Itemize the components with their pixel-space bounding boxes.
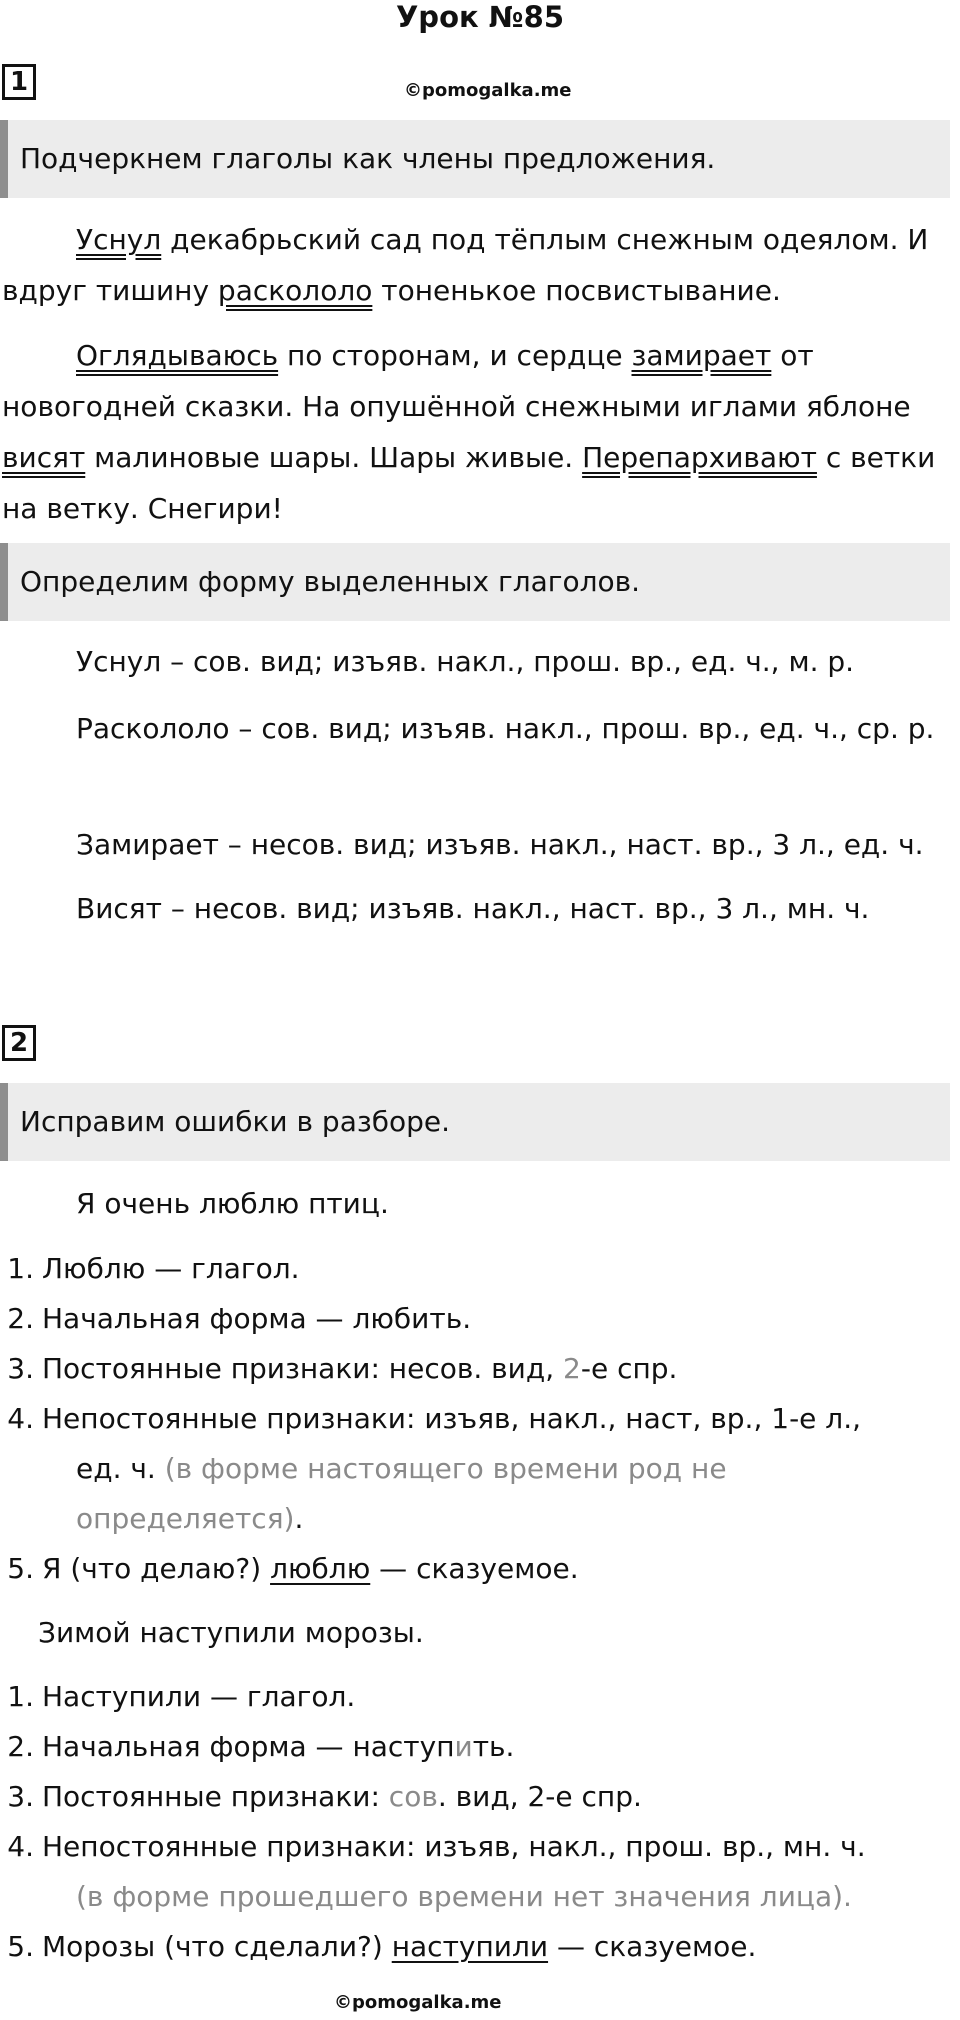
list-item [0, 1244, 950, 1294]
verb-form-line: Раскололо – сов. вид; изъяв. накл., прош. вр., ед. ч., ср. р. [76, 712, 935, 745]
list-number: 2. [7, 1302, 34, 1335]
list-text: Я (что делаю?) [42, 1552, 271, 1585]
verb-visyat: висят [2, 441, 86, 474]
verb-form-line: Замирает – несов. вид; изъяв. накл., наст. вр., 3 л., ед. ч. [76, 828, 924, 861]
analysis-sentence-2: Зимой наступили морозы. [38, 1616, 424, 1649]
list-item-continued [0, 1494, 950, 1544]
list-text: ед. ч. [76, 1452, 165, 1485]
analysis-list-2 [0, 1672, 950, 1972]
predicate-word: наступили [391, 1930, 549, 1963]
list-item [0, 1294, 950, 1344]
watermark-top: ©pomogalka.me [404, 80, 572, 101]
correction-text: сов [388, 1780, 438, 1813]
list-number: 5. [7, 1930, 34, 1963]
list-text: . вид, 2-е спр. [437, 1780, 642, 1813]
list-number: 2. [7, 1730, 34, 1763]
list-text: Постоянные признаки: [42, 1780, 389, 1813]
correction-text: и [454, 1730, 473, 1763]
task-number-1: 1 [2, 64, 36, 100]
list-text: Морозы (что сделали?) [42, 1930, 392, 1963]
paragraph-text: декабрьский сад под тёплым снежным одеялом. И вдруг тишину [2, 223, 929, 307]
list-item [0, 1722, 950, 1772]
list-text: Постоянные признаки: несов. вид, [42, 1352, 564, 1385]
paragraph-text: малиновые шары. Шары живые. [85, 441, 583, 474]
task1-paragraph-2 [2, 330, 952, 534]
list-text: Непостоянные признаки: изъяв, накл., прош. вр., мн. ч. [42, 1830, 866, 1863]
verb-zamiraet: замирает [631, 339, 772, 372]
list-text: -е спр. [580, 1352, 678, 1385]
task2-heading: Исправим ошибки в разборе. [0, 1083, 950, 1161]
list-text: . [294, 1502, 304, 1535]
task1-heading: Подчеркнем глаголы как члены предложения. [0, 120, 950, 198]
list-item-continued [0, 1872, 950, 1922]
list-item [0, 1544, 950, 1594]
task1-heading-2: Определим форму выделенных глаголов. [0, 543, 950, 621]
list-text: — сказуемое. [370, 1552, 579, 1585]
task-number-2: 2 [2, 1025, 36, 1061]
analysis-sentence-1: Я очень люблю птиц. [76, 1187, 389, 1220]
correction-text: (в форме прошедшего времени нет значения лица). [76, 1880, 852, 1913]
verb-ogladyvayus: Оглядываюсь [76, 339, 279, 372]
paragraph-text: по сторонам, и сердце [278, 339, 632, 372]
list-number: 4. [7, 1830, 34, 1863]
verb-raskololo: раскололо [217, 274, 373, 307]
list-number: 1. [7, 1252, 34, 1285]
list-item [0, 1922, 950, 1972]
list-text: — сказуемое. [548, 1930, 757, 1963]
analysis-list-1 [0, 1244, 950, 1594]
task1-paragraph-1 [2, 214, 952, 316]
list-item [0, 1822, 950, 1872]
list-item [0, 1394, 950, 1444]
page-title: Урок №85 [395, 0, 565, 34]
list-text: Люблю — глагол. [42, 1252, 300, 1285]
list-number: 3. [7, 1780, 34, 1813]
list-text: ть. [472, 1730, 515, 1763]
list-number: 1. [7, 1680, 34, 1713]
verb-usnul: Уснул [76, 223, 162, 256]
verb-form-line: Уснул – сов. вид; изъяв. накл., прош. вр., ед. ч., м. р. [76, 645, 855, 678]
predicate-word: люблю [270, 1552, 371, 1585]
list-number: 3. [7, 1352, 34, 1385]
verb-pereparkhivayut: Перепархивают [582, 441, 817, 474]
paragraph-text: от новогодней сказки. На опушённой снежными иглами яблоне [2, 339, 911, 423]
paragraph-text: тоненькое посвистывание. [372, 274, 781, 307]
list-item-continued [0, 1444, 950, 1494]
list-number: 5. [7, 1552, 34, 1585]
paragraph-text: с ветки на ветку. Снегири! [2, 441, 936, 525]
correction-text: 2 [563, 1352, 581, 1385]
correction-text: (в форме настоящего времени род не [164, 1452, 727, 1485]
list-text: Непостоянные признаки: изъяв, накл., наст, вр., 1-е л., [42, 1402, 861, 1435]
verb-form-line: Висят – несов. вид; изъяв. накл., наст. вр., 3 л., мн. ч. [76, 892, 870, 925]
list-text: Начальная форма — любить. [42, 1302, 472, 1335]
list-text: Наступили — глагол. [42, 1680, 356, 1713]
list-number: 4. [7, 1402, 34, 1435]
list-text: Начальная форма — наступ [42, 1730, 455, 1763]
list-item [0, 1672, 950, 1722]
watermark-bottom: ©pomogalka.me [334, 1992, 502, 2013]
list-item [0, 1772, 950, 1822]
list-item [0, 1344, 950, 1394]
correction-text: определяется) [76, 1502, 295, 1535]
